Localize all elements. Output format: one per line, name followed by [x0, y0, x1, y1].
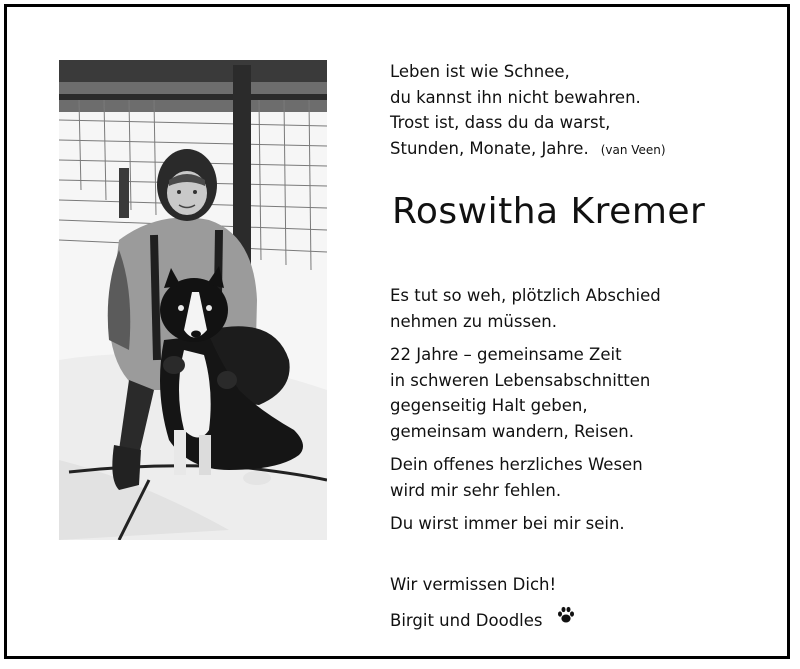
paragraph-1-line-1: Es tut so weh, plötzlich Abschied [390, 286, 661, 305]
poem-line-1: Leben ist wie Schnee, [390, 62, 570, 81]
deceased-name: Roswitha Kremer [392, 191, 706, 232]
paragraph-2-line-4: gemeinsam wandern, Reisen. [390, 421, 634, 441]
signoff [390, 608, 576, 635]
memorial-photo [59, 60, 327, 540]
paragraph-1-line-2: nehmen zu müssen. [390, 311, 557, 331]
poem-credit: (van Veen) [600, 142, 666, 157]
paragraph-3-line-2: wird mir sehr fehlen. [390, 480, 562, 500]
paragraph-1 [390, 283, 780, 334]
obituary-card [4, 4, 790, 659]
paw-print-icon [556, 605, 576, 632]
paragraph-4 [390, 511, 780, 537]
signoff-text: Birgit und Doodles [390, 611, 543, 630]
poem-line-4 [390, 136, 770, 164]
photo-illustration [59, 60, 327, 540]
paragraph-2-line-1: 22 Jahre – gemeinsame Zeit [390, 345, 622, 364]
paragraph-4-line-1: Du wirst immer bei mir sein. [390, 514, 625, 533]
paragraph-3-line-1: Dein offenes herzliches Wesen [390, 455, 643, 474]
obituary-text [390, 283, 780, 545]
poem-line-3: Trost ist, dass du da warst, [390, 113, 611, 132]
poem [390, 59, 770, 163]
paragraph-2-line-2: in schweren Lebensabschnitten [390, 370, 651, 390]
paragraph-2-line-3: gegenseitig Halt geben, [390, 396, 588, 415]
paragraph-2 [390, 342, 780, 444]
poem-line-2: du kannst ihn nicht bewahren. [390, 87, 641, 107]
poem-line-4-text: Stunden, Monate, Jahre. [390, 138, 589, 158]
paragraph-3 [390, 452, 780, 503]
closing-line: Wir vermissen Dich! [390, 575, 557, 594]
